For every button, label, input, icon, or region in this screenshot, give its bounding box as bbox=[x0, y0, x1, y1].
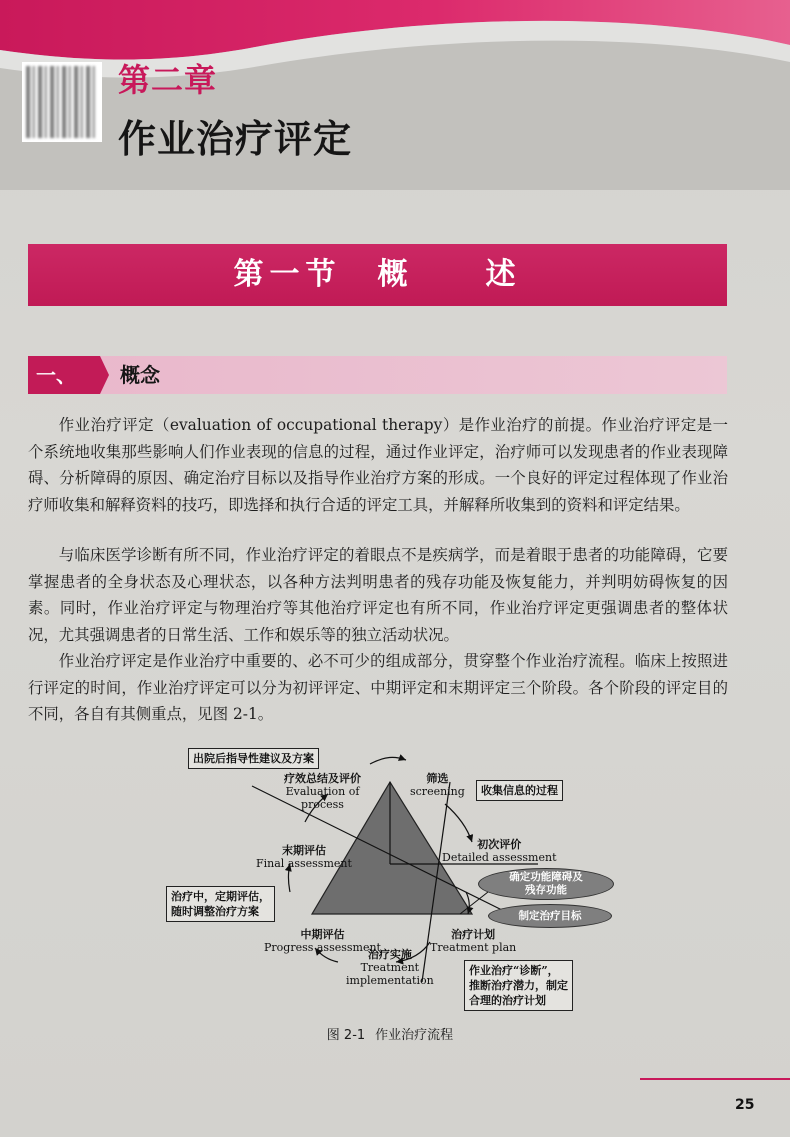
detailed-assessment-label: 初次评价 Detailed assessment bbox=[442, 838, 557, 864]
figure-title: 作业治疗流程 bbox=[375, 1028, 454, 1043]
screening-label: 筛选 screening bbox=[410, 772, 465, 798]
figure-number: 图 2-1 bbox=[326, 1028, 366, 1043]
chapter-title: 作业治疗评定 bbox=[118, 117, 353, 161]
oval-identify-function: 确定功能障碍及 残存功能 bbox=[478, 868, 614, 900]
evaluation-label: 疗效总结及评价 Evaluation of process bbox=[284, 772, 361, 811]
final-assessment-label: 末期评估 Final assessment bbox=[256, 844, 352, 870]
page-number: 25 bbox=[735, 1097, 755, 1113]
chapter-number: 第二章 bbox=[118, 61, 218, 99]
paragraph: 与临床医学诊断有所不同，作业治疗评定的着眼点不是疾病学，而是着眼于患者的功能障碍，它要掌握患者的全身状态及心理状态，以各种方法判明患者的残存功能及恢复能力，并判明妨碍恢复的因素。同时，作业治疗评定与物理治疗等其他治疗评定也有所不同，作业治疗评定更强调患者的整体状况，尤其强调患者的日常生活、工作和娱乐等的独立活动状况。 bbox=[28, 546, 728, 644]
collect-info-box: 收集信息的过程 bbox=[476, 780, 563, 801]
paragraph: 作业治疗评定（evaluation of occupational therapy）是作业治疗的前提。作业治疗评定是一个系统地收集那些影响人们作业表现的信息的过程，通过作业评定，治疗师可以发现患者的作业表现障碍、分析障碍的原因、确定治疗目标以及指导作业治疗方案的形成。一个良好的评定过程体现了作业治疗师收集和解释资料的技巧，即选择和执行合适的评定工具，并解释所收集到的资料和评定结果。 bbox=[28, 416, 728, 514]
implementation-label: 治疗实施 Treatment implementation bbox=[346, 948, 434, 987]
subsection-title: 概念 bbox=[120, 363, 160, 387]
oval-set-goals: 制定治疗目标 bbox=[488, 904, 612, 928]
ot-diagnosis-box: 作业治疗“诊断”， 推断治疗潜力，制定 合理的治疗计划 bbox=[464, 960, 573, 1011]
qr-code[interactable] bbox=[22, 62, 102, 142]
progress-assessment-label: 中期评估 Progress assessment bbox=[264, 928, 381, 954]
subsection-number: 一、 bbox=[28, 356, 100, 394]
section-heading: 第一节 概 述 bbox=[28, 244, 727, 306]
footer-rule bbox=[640, 1078, 790, 1080]
progress-adjust-box: 治疗中，定期评估， 随时调整治疗方案 bbox=[166, 886, 275, 922]
ot-process-diagram bbox=[160, 742, 630, 1022]
figure-caption bbox=[0, 1024, 790, 1043]
paragraph: 作业治疗评定是作业治疗中重要的、必不可少的组成部分，贯穿整个作业治疗流程。临床上按照进行评定的时间，作业治疗评定可以分为初评评定、中期评定和末期评定三个阶段。各个阶段的评定目的不同，各自有其侧重点，见图 2-1。 bbox=[28, 652, 728, 723]
subsection-heading bbox=[28, 356, 727, 394]
discharge-advice-box: 出院后指导性建议及方案 bbox=[188, 748, 319, 769]
treatment-plan-label: 治疗计划 Treatment plan bbox=[430, 928, 517, 954]
